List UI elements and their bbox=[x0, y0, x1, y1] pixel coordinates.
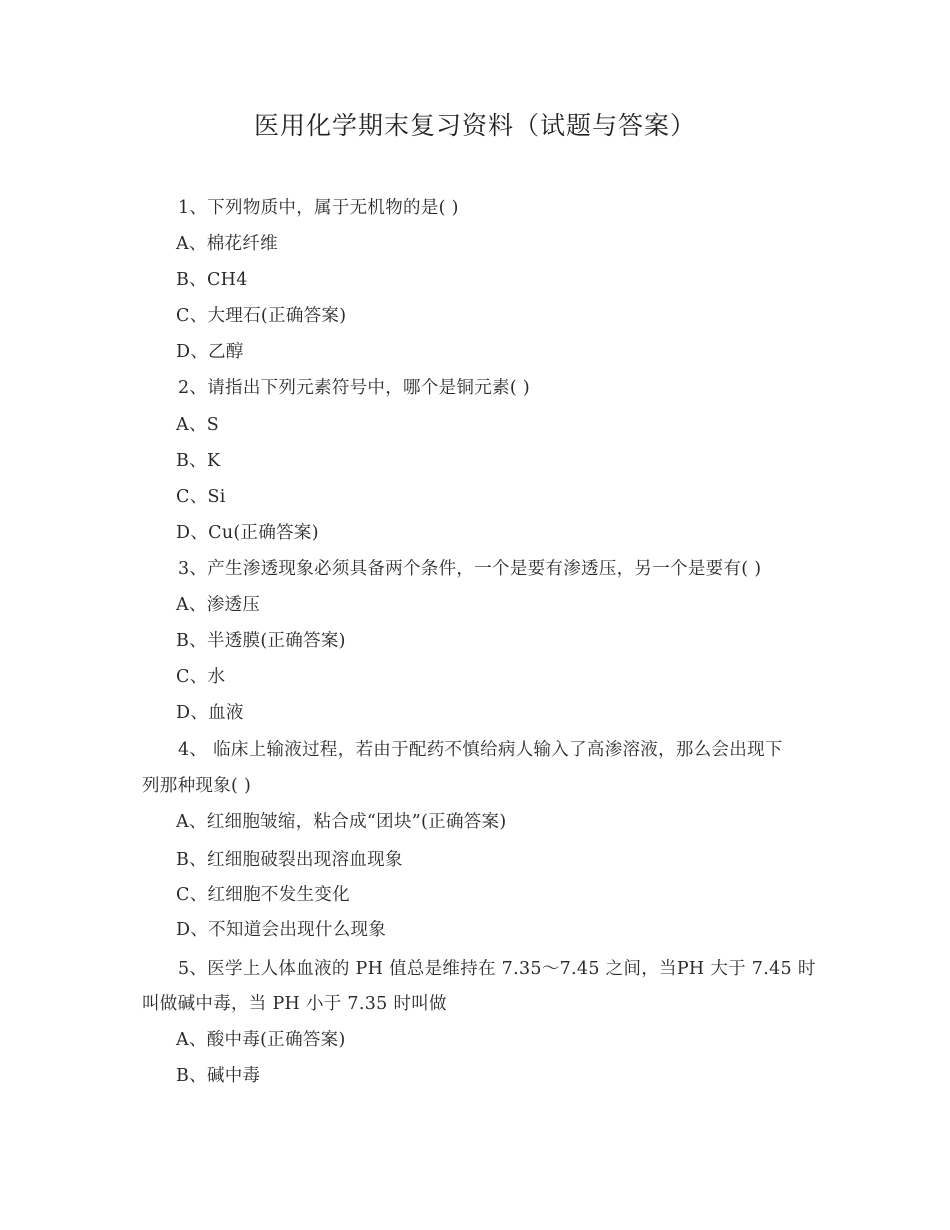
question-3-text: 3、产生渗透现象必须具备两个条件，一个是要有渗透压，另一个是要有( ) bbox=[178, 559, 762, 579]
question-4-option-d: D、不知道会出现什么现象 bbox=[176, 920, 387, 940]
question-5-option-a: A、酸中毒(正确答案) bbox=[176, 1030, 346, 1050]
question-1-text: 1、下列物质中，属于无机物的是( ) bbox=[178, 198, 459, 218]
question-2-option-d: D、Cu(正确答案) bbox=[176, 523, 319, 543]
question-2-option-b: B、K bbox=[176, 451, 221, 471]
question-5-text-line2: 叫做碱中毒，当 PH 小于 7.35 时叫做 bbox=[142, 994, 447, 1014]
question-4-option-a: A、红细胞皱缩，粘合成“团块”(正确答案) bbox=[176, 812, 507, 832]
question-1-option-a: A、棉花纤维 bbox=[176, 234, 278, 254]
question-3-option-c: C、水 bbox=[176, 667, 226, 687]
question-1-option-b: B、CH4 bbox=[176, 270, 248, 290]
question-2-text: 2、请指出下列元素符号中，哪个是铜元素( ) bbox=[178, 378, 530, 398]
question-3-option-a: A、渗透压 bbox=[176, 595, 261, 615]
question-3-option-d: D、血液 bbox=[176, 703, 244, 723]
question-3-option-b: B、半透膜(正确答案) bbox=[176, 631, 346, 651]
question-4-option-b: B、红细胞破裂出现溶血现象 bbox=[176, 850, 403, 870]
question-4-option-c: C、红细胞不发生变化 bbox=[176, 885, 350, 905]
question-2-option-a: A、S bbox=[176, 415, 220, 435]
question-4-text-line2: 列那种现象( ) bbox=[142, 776, 252, 796]
question-2-option-c: C、Si bbox=[176, 487, 226, 507]
question-1-option-c: C、大理石(正确答案) bbox=[176, 306, 347, 326]
question-5-option-b: B、碱中毒 bbox=[176, 1066, 261, 1086]
question-4-text-line1: 4、 临床上输液过程，若由于配药不慎给病人输入了高渗溶液，那么会出现下 bbox=[178, 740, 783, 760]
page-title: 医用化学期末复习资料（试题与答案） bbox=[253, 111, 696, 140]
question-5-text-line1: 5、医学上人体血液的 PH 值总是维持在 7.35～7.45 之间，当PH 大于 7.45 时 bbox=[178, 959, 816, 979]
question-1-option-d: D、乙醇 bbox=[176, 342, 244, 362]
